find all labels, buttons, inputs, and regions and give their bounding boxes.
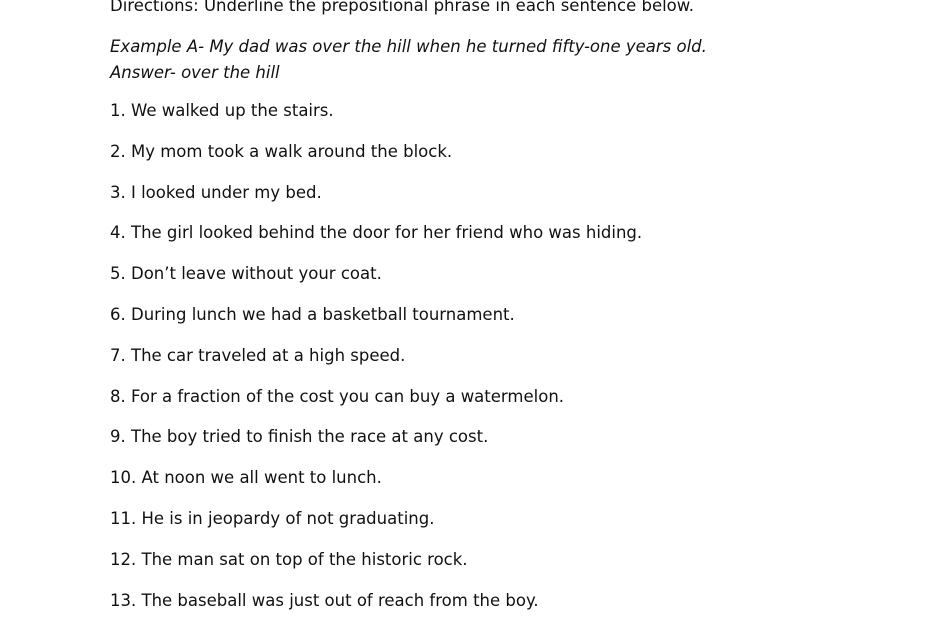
example-block [110,34,707,86]
sentence-item: 2. My mom took a walk around the block. [110,141,453,161]
sentence-item: 6. During lunch we had a basketball tournament. [110,304,515,324]
sentence-item: 11. He is in jeopardy of not graduating. [110,508,435,528]
sentence-item: 13. The baseball was just out of reach from the boy. [110,590,539,610]
sentence-item: 3. I looked under my bed. [110,182,322,202]
sentence-item: 4. The girl looked behind the door for her friend who was hiding. [110,223,643,243]
sentence-item: 1. We walked up the stairs. [110,101,334,120]
sentence-item: 7. The car traveled at a high speed. [110,345,406,365]
sentence-item: 9. The boy tried to finish the race at any cost. [110,427,489,447]
sentence-list [110,100,642,620]
sentence-item: 5. Don’t leave without your coat. [110,264,382,284]
example-sentence: Example A- My dad was over the hill when he turned fifty-one years old. [110,37,707,56]
sentence-item: 8. For a fraction of the cost you can buy a watermelon. [110,386,565,406]
sentence-item: 12. The man sat on top of the historic rock. [110,549,468,569]
sentence-item: 10. At noon we all went to lunch. [110,468,382,488]
directions-text: Directions: Underline the prepositional phrase in each sentence below. [110,0,694,15]
example-answer: Answer- over the hill [110,63,280,82]
